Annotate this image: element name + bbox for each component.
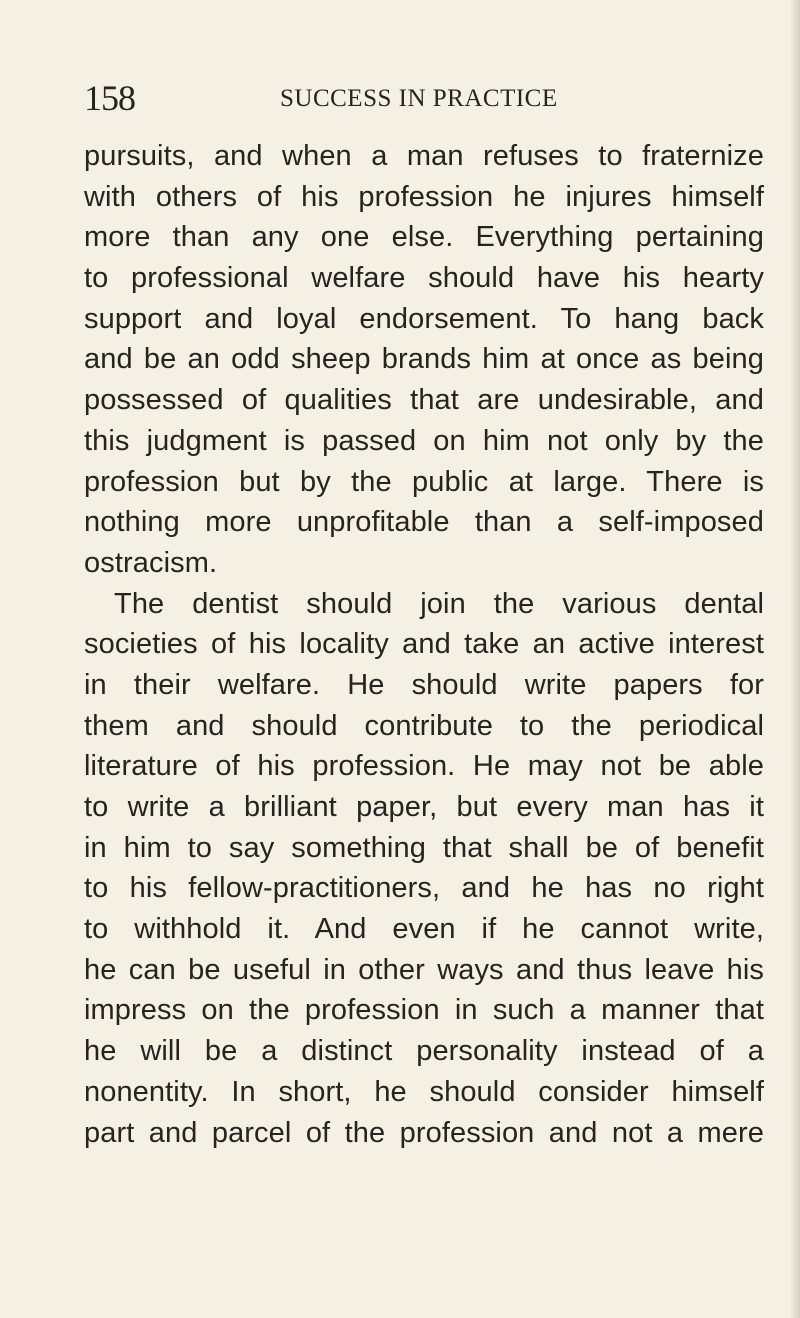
page-header <box>84 76 764 120</box>
text-line: to professional welfare should have his hearty <box>84 262 764 295</box>
text-line: this judgment is passed on him not only by the <box>84 424 764 457</box>
text-line: societies of his locality and take an active interest <box>84 628 764 661</box>
text-line: in their welfare. He should write papers for <box>84 668 764 701</box>
text-line: pursuits, and when a man refuses to fraternize <box>84 140 764 172</box>
text-line: more than any one else. Everything pertaining <box>84 221 764 254</box>
running-title: SUCCESS IN PRACTICE <box>280 85 558 112</box>
text-line: part and parcel of the profession and not a mere <box>84 1116 764 1149</box>
text-line: in him to say something that shall be of benefit <box>84 831 764 864</box>
text-line: to his fellow-practitioners, and he has no right <box>84 872 764 905</box>
text-line: he will be a distinct personality instead of a <box>84 1035 764 1068</box>
text-line: them and should contribute to the periodical <box>84 709 764 742</box>
text-line: nonentity. In short, he should consider himself <box>84 1075 764 1108</box>
page-edge-shadow <box>790 0 800 1318</box>
text-line: to withhold it. And even if he cannot write, <box>84 913 764 946</box>
text-line: support and loyal endorsement. To hang back <box>84 302 764 335</box>
text-line: and be an odd sheep brands him at once as being <box>84 343 764 376</box>
text-line: ostracism. <box>84 546 218 579</box>
text-line: literature of his profession. He may not be able <box>84 750 764 783</box>
body-text <box>84 136 764 1153</box>
text-line: to write a brilliant paper, but every man has it <box>84 791 764 823</box>
text-line: possessed of qualities that are undesirable, and <box>84 384 764 417</box>
text-line: impress on the profession in such a manner that <box>84 994 764 1027</box>
text-line: profession but by the public at large. There is <box>84 465 764 498</box>
text-line: with others of his profession he injures himself <box>84 180 764 213</box>
page-number: 158 <box>84 78 135 118</box>
text-line: he can be useful in other ways and thus leave his <box>84 953 764 986</box>
text-line: nothing more unprofitable than a self-imposed <box>84 506 764 539</box>
text-line: The dentist should join the various dental <box>114 587 764 620</box>
